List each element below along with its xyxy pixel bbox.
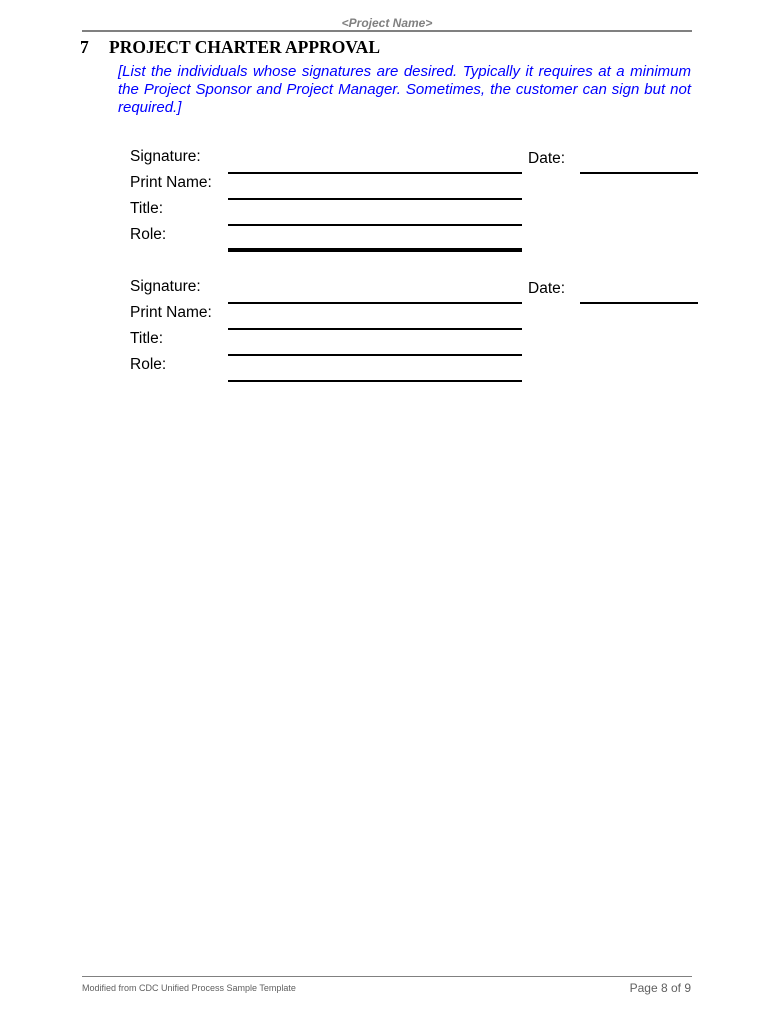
print-name-line[interactable] (228, 328, 522, 330)
print-name-label: Print Name: (130, 304, 212, 321)
running-header-project-name: <Project Name> (341, 16, 433, 30)
section-number: 7 (80, 37, 89, 57)
date-label: Date: (528, 280, 566, 297)
title-line[interactable] (228, 224, 522, 226)
signature-label: Signature: (130, 278, 201, 295)
signature-label: Signature: (130, 148, 201, 165)
instruction-text: [List the individuals whose signatures are desired. Typically it requires at a minimum the Project Sponsor and Project Manager. Sometimes, the customer can sign but not required.] (118, 63, 691, 116)
footer-source-note: Modified from CDC Unified Process Sample Template (82, 983, 296, 993)
signature-line[interactable] (228, 172, 522, 174)
print-name-label: Print Name: (130, 174, 212, 191)
role-label: Role: (130, 356, 167, 373)
role-line[interactable] (228, 248, 522, 252)
title-label: Title: (130, 200, 164, 217)
title-line[interactable] (228, 354, 522, 356)
footer-divider (82, 976, 692, 977)
date-label: Date: (528, 150, 566, 167)
role-line[interactable] (228, 380, 522, 382)
role-label: Role: (130, 226, 167, 243)
print-name-line[interactable] (228, 198, 522, 200)
section-heading (80, 37, 380, 58)
section-title: PROJECT CHARTER APPROVAL (109, 37, 380, 57)
date-line[interactable] (580, 302, 698, 304)
page-number: Page 8 of 9 (629, 981, 691, 995)
header-divider (82, 30, 692, 32)
title-label: Title: (130, 330, 164, 347)
signature-line[interactable] (228, 302, 522, 304)
date-line[interactable] (580, 172, 698, 174)
